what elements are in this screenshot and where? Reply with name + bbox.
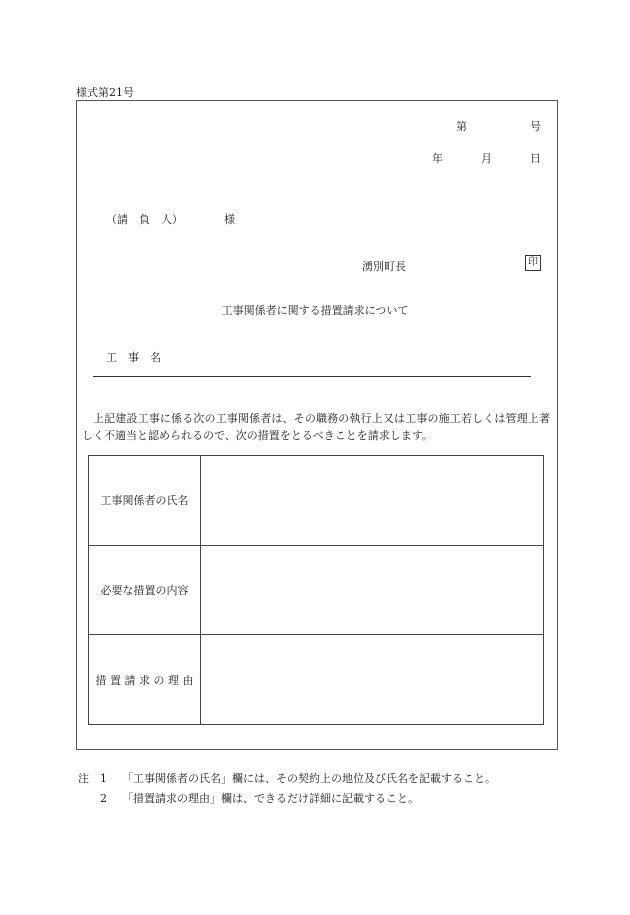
personnel-name-field[interactable] [201, 456, 544, 546]
number-suffix: 号 [530, 120, 541, 133]
detail-table [88, 455, 544, 725]
note-number: 1 [100, 772, 107, 785]
table-row [89, 545, 544, 635]
notes-heading: 注 [78, 772, 89, 785]
measure-content-field[interactable] [201, 545, 544, 635]
number-prefix: 第 [456, 120, 467, 133]
addressee-honorific: 様 [224, 213, 235, 226]
table-row [89, 635, 544, 725]
form-number-label: 様式第21号 [76, 86, 134, 99]
note-text: 「工事関係者の氏名」欄には、その契約上の地位及び氏名を記載すること。 [122, 772, 496, 785]
document-subject: 工事関係者に関する措置請求について [221, 304, 409, 317]
request-body-text: 上記建設工事に係る次の工事関係者は、その職務の執行上又は工事の施工若しくは管理上著しく不適当と認められるので、次の措置をとるべきことを請求します。 [82, 412, 550, 442]
date-day: 日 [530, 152, 541, 165]
request-reason-field[interactable] [201, 635, 544, 725]
note-number: 2 [100, 792, 107, 805]
date-year: 年 [432, 152, 443, 165]
note-text: 「措置請求の理由」欄は、できるだけ詳細に記載すること。 [122, 792, 419, 805]
seal-stamp: 印 [525, 255, 541, 271]
project-name-label: 工 事 名 [106, 351, 161, 364]
row-label-personnel-name: 工事関係者の氏名 [89, 456, 201, 546]
sender-mayor: 湧別町長 [362, 260, 406, 273]
date-month: 月 [481, 152, 492, 165]
row-label-measure-content: 必要な措置の内容 [89, 545, 201, 635]
row-label-request-reason: 措 置 請 求 の 理 由 [89, 635, 201, 725]
addressee-contractor: （請 負 人） [106, 213, 183, 226]
table-row [89, 456, 544, 546]
project-name-field-line[interactable] [93, 376, 531, 377]
